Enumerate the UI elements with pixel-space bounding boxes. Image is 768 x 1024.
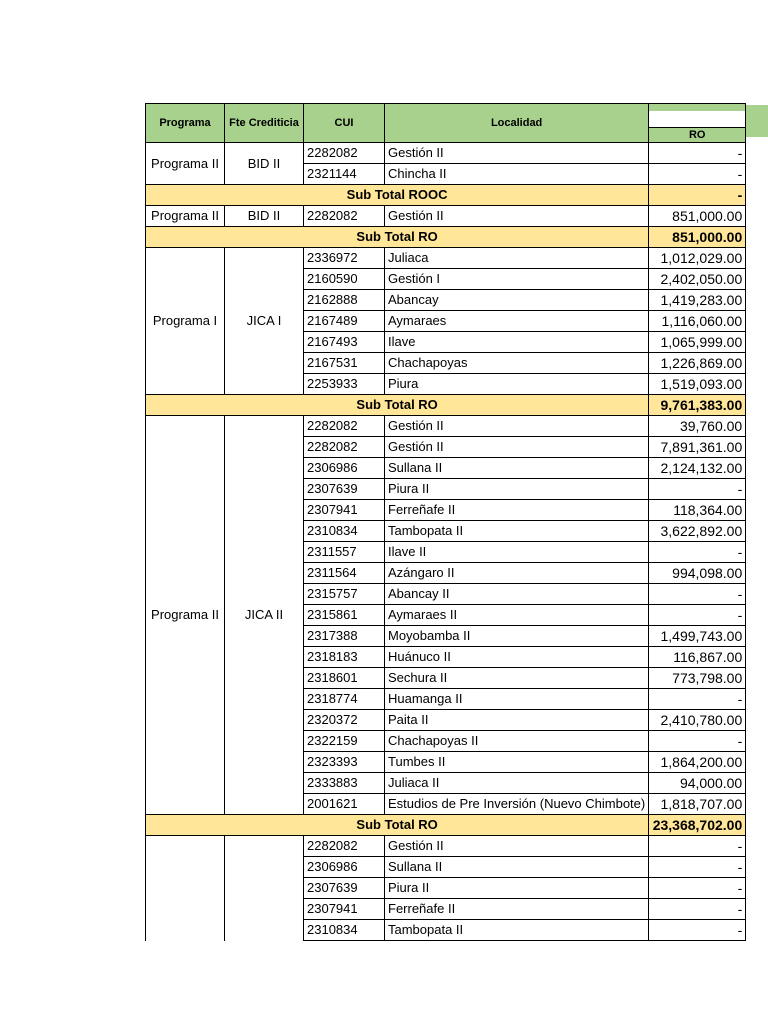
localidad-cell: Ilave II	[385, 542, 649, 563]
localidad-cell: Sullana II	[385, 458, 649, 479]
ro-cell: -	[649, 605, 746, 626]
cui-cell: 2311557	[304, 542, 385, 563]
table-row	[146, 143, 746, 164]
ro-cell: -	[649, 164, 746, 185]
ro-cell: 2,124,132.00	[649, 458, 746, 479]
subtotal-row	[146, 395, 746, 416]
localidad-cell: Gestión II	[385, 143, 649, 164]
header-ro	[649, 104, 746, 143]
subtotal-row	[146, 185, 746, 206]
localidad-cell: Chachapoyas II	[385, 731, 649, 752]
subtotal-label: Sub Total ROOC	[146, 185, 649, 206]
subtotal-label: Sub Total RO	[146, 395, 649, 416]
localidad-cell: Gestión II	[385, 836, 649, 857]
subtotal-value: 9,761,383.00	[649, 395, 746, 416]
header-ro-label: RO	[688, 129, 706, 141]
subtotal-value: 23,368,702.00	[649, 815, 746, 836]
budget-table	[145, 103, 746, 941]
cui-cell: 2320372	[304, 710, 385, 731]
localidad-cell: Ilave	[385, 332, 649, 353]
cui-cell: 2306986	[304, 458, 385, 479]
spreadsheet	[145, 103, 746, 941]
localidad-cell: Piura II	[385, 878, 649, 899]
ro-cell: 39,760.00	[649, 416, 746, 437]
localidad-cell: Sullana II	[385, 857, 649, 878]
ro-cell: 851,000.00	[649, 206, 746, 227]
localidad-cell: Ferreñafe II	[385, 500, 649, 521]
ro-cell: 1,116,060.00	[649, 311, 746, 332]
cui-cell: 2307639	[304, 479, 385, 500]
ro-cell: -	[649, 836, 746, 857]
localidad-cell: Azángaro II	[385, 563, 649, 584]
ro-cell: -	[649, 920, 746, 941]
cui-cell: 2307639	[304, 878, 385, 899]
ro-cell: 3,622,892.00	[649, 521, 746, 542]
ro-cell: -	[649, 899, 746, 920]
cui-cell: 2311564	[304, 563, 385, 584]
programa-cell: Programa II	[146, 206, 225, 227]
ro-cell: 1,419,283.00	[649, 290, 746, 311]
cui-cell: 2333883	[304, 773, 385, 794]
localidad-cell: Moyobamba II	[385, 626, 649, 647]
cui-cell: 2001621	[304, 794, 385, 815]
localidad-cell: Abancay II	[385, 584, 649, 605]
cui-cell: 2315757	[304, 584, 385, 605]
programa-cell: Programa II	[146, 143, 225, 185]
cui-cell: 2282082	[304, 836, 385, 857]
cui-cell: 2315861	[304, 605, 385, 626]
subtotal-value: -	[649, 185, 746, 206]
cui-cell: 2306986	[304, 857, 385, 878]
fte-cell: BID II	[225, 206, 304, 227]
cui-cell: 2318601	[304, 668, 385, 689]
programa-cell: Programa I	[146, 248, 225, 395]
ro-cell: 1,065,999.00	[649, 332, 746, 353]
ro-cell: 94,000.00	[649, 773, 746, 794]
ro-cell: -	[649, 584, 746, 605]
fte-cell: BID II	[225, 143, 304, 185]
localidad-cell: Juliaca	[385, 248, 649, 269]
localidad-cell: Juliaca II	[385, 773, 649, 794]
ro-cell: 116,867.00	[649, 647, 746, 668]
ro-cell: 1,012,029.00	[649, 248, 746, 269]
cui-cell: 2317388	[304, 626, 385, 647]
cui-cell: 2318774	[304, 689, 385, 710]
header-cui: CUI	[304, 104, 385, 143]
ro-cell: -	[649, 143, 746, 164]
cui-cell: 2310834	[304, 521, 385, 542]
localidad-cell: Gestión II	[385, 206, 649, 227]
ro-cell: -	[649, 479, 746, 500]
localidad-cell: Piura II	[385, 479, 649, 500]
header-row	[146, 104, 746, 143]
cui-cell: 2307941	[304, 500, 385, 521]
cui-cell: 2336972	[304, 248, 385, 269]
ro-cell: 994,098.00	[649, 563, 746, 584]
subtotal-row	[146, 815, 746, 836]
subtotal-value: 851,000.00	[649, 227, 746, 248]
localidad-cell: Huamanga II	[385, 689, 649, 710]
ro-cell: 1,864,200.00	[649, 752, 746, 773]
fte-cell: JICA II	[225, 416, 304, 815]
fte-cell	[225, 836, 304, 941]
localidad-cell: Piura	[385, 374, 649, 395]
localidad-cell: Gestión I	[385, 269, 649, 290]
localidad-cell: Huánuco II	[385, 647, 649, 668]
ro-cell: -	[649, 689, 746, 710]
table-row	[146, 836, 746, 857]
programa-cell: Programa II	[146, 416, 225, 815]
localidad-cell: Gestión II	[385, 437, 649, 458]
header-programa: Programa	[146, 104, 225, 143]
ro-cell: 7,891,361.00	[649, 437, 746, 458]
ro-cell: -	[649, 542, 746, 563]
programa-cell	[146, 836, 225, 941]
localidad-cell: Aymaraes	[385, 311, 649, 332]
cui-cell: 2282082	[304, 437, 385, 458]
localidad-cell: Tambopata II	[385, 521, 649, 542]
ro-cell: 1,499,743.00	[649, 626, 746, 647]
ro-cell: 1,519,093.00	[649, 374, 746, 395]
cui-cell: 2282082	[304, 206, 385, 227]
header-localidad: Localidad	[385, 104, 649, 143]
localidad-cell: Gestión II	[385, 416, 649, 437]
ro-cell: 1,226,869.00	[649, 353, 746, 374]
localidad-cell: Paita II	[385, 710, 649, 731]
cui-cell: 2307941	[304, 899, 385, 920]
cui-cell: 2323393	[304, 752, 385, 773]
cui-cell: 2162888	[304, 290, 385, 311]
cui-cell: 2160590	[304, 269, 385, 290]
subtotal-row	[146, 227, 746, 248]
cui-cell: 2282082	[304, 416, 385, 437]
table-row	[146, 248, 746, 269]
fte-cell: JICA I	[225, 248, 304, 395]
localidad-cell: Aymaraes II	[385, 605, 649, 626]
ro-cell: -	[649, 878, 746, 899]
header-fte-crediticia: Fte Crediticia	[225, 104, 304, 143]
ro-cell: 773,798.00	[649, 668, 746, 689]
cui-cell: 2310834	[304, 920, 385, 941]
localidad-cell: Tambopata II	[385, 920, 649, 941]
localidad-cell: Abancay	[385, 290, 649, 311]
cui-cell: 2167531	[304, 353, 385, 374]
cui-cell: 2318183	[304, 647, 385, 668]
cui-cell: 2167489	[304, 311, 385, 332]
table-body	[146, 143, 746, 941]
localidad-cell: Estudios de Pre Inversión (Nuevo Chimbote)	[385, 794, 649, 815]
ro-cell: 2,402,050.00	[649, 269, 746, 290]
ro-cell: 118,364.00	[649, 500, 746, 521]
localidad-cell: Sechura II	[385, 668, 649, 689]
header-ro-blank	[649, 111, 745, 128]
ro-cell: -	[649, 857, 746, 878]
table-row	[146, 206, 746, 227]
cui-cell: 2321144	[304, 164, 385, 185]
subtotal-label: Sub Total RO	[146, 227, 649, 248]
subtotal-label: Sub Total RO	[146, 815, 649, 836]
ro-cell: 1,818,707.00	[649, 794, 746, 815]
localidad-cell: Chincha II	[385, 164, 649, 185]
localidad-cell: Chachapoyas	[385, 353, 649, 374]
cui-cell: 2167493	[304, 332, 385, 353]
cui-cell: 2253933	[304, 374, 385, 395]
table-row	[146, 416, 746, 437]
localidad-cell: Ferreñafe II	[385, 899, 649, 920]
cui-cell: 2322159	[304, 731, 385, 752]
cui-cell: 2282082	[304, 143, 385, 164]
ro-cell: 2,410,780.00	[649, 710, 746, 731]
ro-cell: -	[649, 731, 746, 752]
localidad-cell: Tumbes II	[385, 752, 649, 773]
